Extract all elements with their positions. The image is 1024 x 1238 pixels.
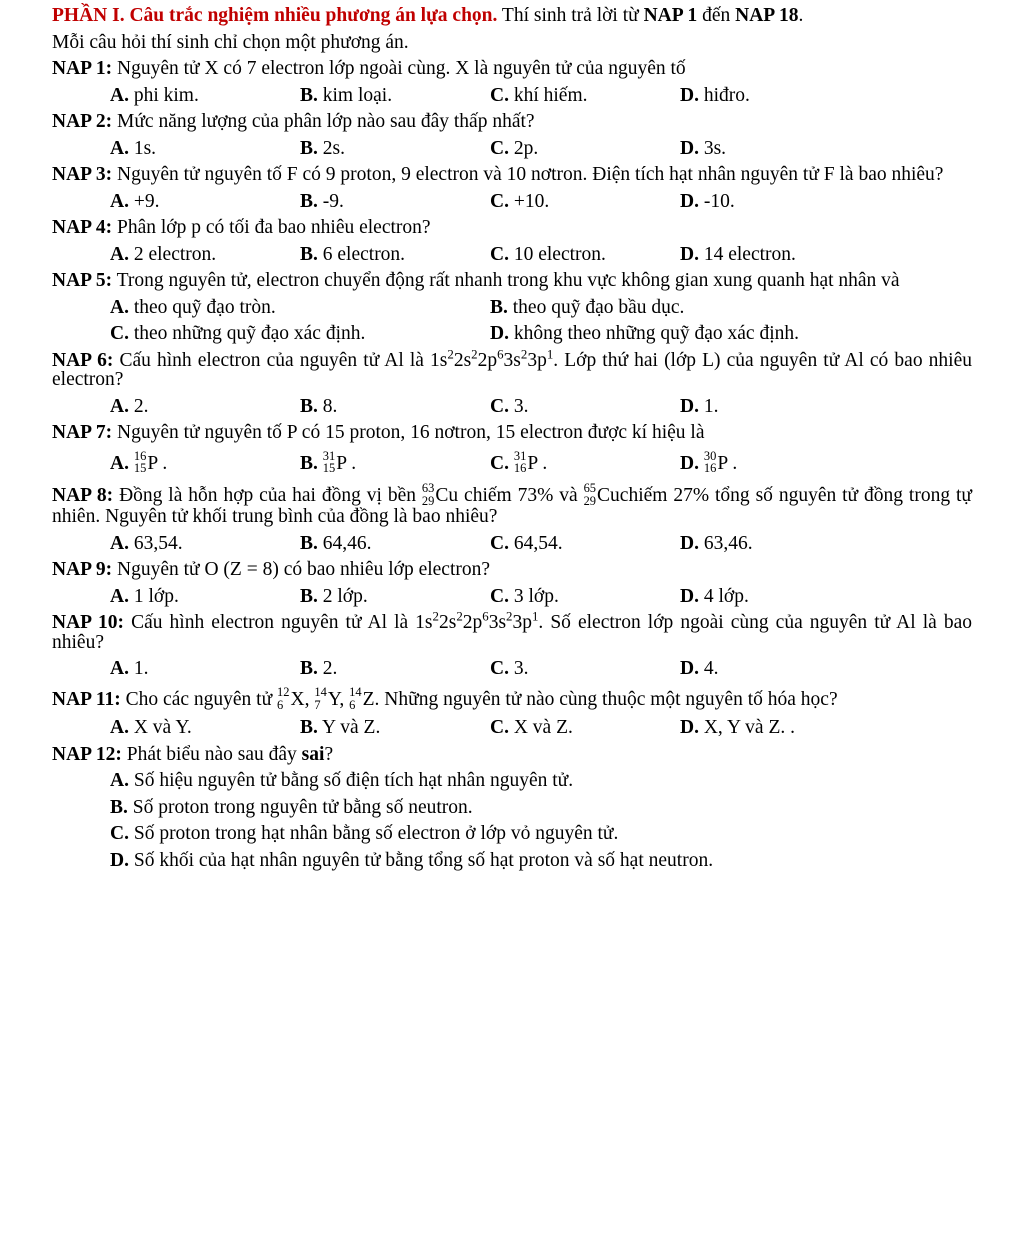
option-8a-letter: A.: [110, 532, 129, 554]
option-4a-letter: A.: [110, 243, 129, 265]
option-12c-text: Số proton trong hạt nhân bằng số electron ở lớp vỏ nguyên tử.: [128, 823, 619, 845]
option-1b-text: kim loại.: [317, 84, 393, 106]
question-4: [52, 218, 972, 238]
question-7: [52, 423, 972, 443]
q10-m3: 3s: [488, 612, 507, 634]
option-4b[interactable]: [300, 245, 490, 265]
question-11-label: NAP 11:: [52, 689, 121, 711]
question-6-options: [52, 397, 972, 417]
q6-m3: 3s: [503, 349, 521, 371]
option-7b[interactable]: [300, 450, 490, 475]
part-heading: [52, 6, 972, 26]
option-10b-text: 2.: [317, 658, 338, 680]
option-12a-text: Số hiệu nguyên tử bằng số điện tích hạt nhân nguyên tử.: [128, 770, 574, 792]
q6-m1: 2s: [453, 349, 472, 371]
q8-mid2: chiếm 27% tổng số nguyên tử đồng trong tự nhiên. Nguyên tử khối trung bình của đồng là bao nhiêu?: [52, 485, 972, 528]
q10-m1: 2s: [438, 612, 457, 634]
option-7a-suffix: .: [157, 452, 168, 474]
option-2c-letter: C.: [490, 137, 509, 159]
question-5-options-row1: [52, 298, 972, 318]
isotope-7d-symbol: P: [717, 452, 728, 474]
option-11b-text: Y và Z.: [317, 717, 381, 739]
option-6c[interactable]: [490, 397, 680, 417]
isotope-7a: [134, 450, 146, 475]
question-1-label: NAP 1:: [52, 58, 113, 79]
option-4c-text: 10 electron.: [508, 243, 606, 265]
q6-sup5: 1: [546, 347, 554, 361]
option-8c-letter: C.: [490, 532, 509, 554]
q10-sup3: 6: [482, 609, 489, 624]
option-10d-letter: D.: [680, 658, 699, 680]
option-12c[interactable]: [110, 824, 972, 844]
q10-sup5: 1: [531, 609, 539, 624]
q6-sup2: 2: [471, 347, 478, 361]
isotope-7a-atomic: 15: [133, 461, 147, 476]
question-2-text: Mức năng lượng của phân lớp nào sau đây thấp nhất?: [112, 111, 535, 132]
option-6a-letter: A.: [110, 395, 129, 417]
option-9b-letter: B.: [300, 585, 318, 607]
option-12a-letter: A.: [110, 770, 129, 792]
option-7d-suffix: .: [727, 452, 738, 474]
option-9a[interactable]: [110, 587, 300, 607]
isotope-q11-3-mass: 14: [349, 684, 362, 699]
question-12: [52, 745, 972, 765]
option-8b[interactable]: [300, 534, 490, 554]
option-12b[interactable]: [110, 798, 972, 818]
q11-post: . Những nguyên tử nào cùng thuộc một nguyên tố hóa học?: [374, 689, 838, 711]
question-9-options: [52, 587, 972, 607]
option-9c-letter: C.: [490, 585, 509, 607]
option-9d-text: 4 lớp.: [698, 585, 749, 607]
option-1c-text: khí hiếm.: [508, 84, 588, 106]
option-7b-letter: B.: [300, 452, 318, 474]
question-5-options-row2: [52, 324, 972, 344]
option-2d-letter: D.: [680, 137, 699, 159]
isotope-q11-1-atomic: 6: [277, 697, 284, 712]
option-6c-text: 3.: [508, 395, 529, 417]
option-10a[interactable]: [110, 659, 300, 679]
isotope-q11-3-symbol: Z: [362, 689, 375, 711]
option-11d[interactable]: [680, 718, 870, 738]
option-11a-letter: A.: [110, 717, 129, 739]
option-6b[interactable]: [300, 397, 490, 417]
option-12d-letter: D.: [110, 849, 129, 871]
question-1-text: Nguyên tử X có 7 electron lớp ngoài cùng. X là nguyên tử của nguyên tố: [112, 58, 686, 79]
isotope-q8-2-mass: 65: [583, 480, 597, 495]
option-5a-text: theo quỹ đạo tròn.: [128, 296, 276, 318]
isotope-q11-1-mass: 12: [277, 684, 290, 699]
question-11-options: [52, 718, 972, 738]
q10-m2: 2p: [462, 612, 483, 634]
option-11a-text: X và Y.: [128, 717, 192, 739]
option-5a-letter: A.: [110, 296, 129, 318]
option-3d-letter: D.: [680, 190, 699, 212]
option-10b-letter: B.: [300, 658, 318, 680]
q6-m4: 3p: [527, 349, 547, 371]
option-11a[interactable]: [110, 718, 300, 738]
question-1-options: [52, 86, 972, 106]
question-5: [52, 271, 972, 291]
option-10a-letter: A.: [110, 658, 129, 680]
option-10d[interactable]: [680, 659, 870, 679]
option-12d-text: Số khối của hạt nhân nguyên tử bằng tổng số hạt proton và số hạt neutron.: [128, 849, 714, 871]
q12-bold: sai: [301, 743, 325, 765]
option-7a[interactable]: [110, 450, 300, 475]
option-2c-text: 2p.: [508, 137, 539, 159]
isotope-7d: [704, 450, 716, 475]
option-5c-letter: C.: [110, 323, 129, 344]
option-4b-letter: B.: [300, 243, 318, 265]
part-label: PHẦN I. Câu trắc nghiệm nhiều phương án lựa chọn.: [52, 5, 498, 26]
question-4-label: NAP 4:: [52, 217, 113, 238]
isotope-7b: [323, 450, 335, 475]
question-3-text: Nguyên tử nguyên tố F có 9 proton, 9 electron và 10 nơtron. Điện tích hạt nhân nguyên tử F là bao nhiêu?: [112, 164, 944, 185]
q6-sup3: 6: [497, 347, 504, 361]
option-3a-text: +9.: [128, 190, 160, 212]
option-11c-text: X và Z.: [508, 717, 573, 739]
option-2b-text: 2s.: [317, 137, 345, 159]
option-10a-text: 1.: [128, 658, 149, 680]
question-10-options: [52, 659, 972, 679]
option-12d[interactable]: [110, 851, 972, 871]
part-text-1: Thí sinh trả lời từ: [497, 5, 644, 26]
option-1c-letter: C.: [490, 84, 509, 106]
isotope-7c: [514, 450, 526, 475]
option-8c-text: 64,54.: [508, 532, 563, 554]
question-4-options: [52, 245, 972, 265]
isotope-q11-1: [277, 686, 289, 711]
isotope-q11-3-atomic: 6: [349, 697, 356, 712]
question-3-label: NAP 3:: [52, 164, 113, 185]
isotope-7d-atomic: 16: [703, 461, 717, 476]
q6-m2: 2p: [477, 349, 498, 371]
question-7-text: Nguyên tử nguyên tố P có 15 proton, 16 nơtron, 15 electron được kí hiệu là: [112, 422, 705, 443]
option-9c-text: 3 lớp.: [508, 585, 559, 607]
question-5-text: Trong nguyên tử, electron chuyển động rất nhanh trong khu vực không gian xung quanh hạt nhân và: [112, 270, 900, 291]
option-1a-letter: A.: [110, 84, 129, 106]
option-7c-suffix: .: [537, 452, 548, 474]
isotope-7c-symbol: P: [527, 452, 538, 474]
option-2b[interactable]: [300, 139, 490, 159]
option-5a[interactable]: [110, 298, 490, 318]
question-1: [52, 59, 972, 79]
range-from: NAP 1: [643, 5, 698, 26]
option-10c[interactable]: [490, 659, 680, 679]
option-2d[interactable]: [680, 139, 870, 159]
option-4d-letter: D.: [680, 243, 699, 265]
isotope-7b-mass: 31: [322, 448, 336, 463]
q6-post: . Lớp thứ hai (lớp L) của nguyên tử Al có bao nhiêu electron?: [52, 349, 972, 390]
option-12c-letter: C.: [110, 823, 129, 845]
question-12-label: NAP 12:: [52, 743, 122, 765]
option-7d[interactable]: [680, 450, 870, 475]
q8-pre: Đồng là hỗn hợp của hai đồng vị bền: [113, 485, 422, 507]
option-1a-text: phi kim.: [128, 84, 199, 106]
option-7b-suffix: .: [346, 452, 357, 474]
option-2a-text: 1s.: [128, 137, 157, 159]
option-5c[interactable]: [110, 324, 490, 344]
question-7-options: [52, 450, 972, 475]
option-4c[interactable]: [490, 245, 680, 265]
question-3-options: [52, 192, 972, 212]
option-4b-text: 6 electron.: [317, 243, 406, 265]
option-9a-text: 1 lớp.: [128, 585, 179, 607]
isotope-7a-mass: 16: [133, 448, 147, 463]
option-12b-letter: B.: [110, 796, 128, 818]
q11-sep2: ,: [339, 689, 350, 711]
isotope-q8-1-atomic: 29: [421, 493, 435, 508]
q10-sup1: 2: [432, 609, 439, 624]
option-3b[interactable]: [300, 192, 490, 212]
question-5-label: NAP 5:: [52, 270, 113, 291]
option-4d[interactable]: [680, 245, 870, 265]
option-7d-letter: D.: [680, 452, 699, 474]
option-1d[interactable]: [680, 86, 870, 106]
q11-pre: Cho các nguyên tử: [120, 689, 278, 711]
option-10b[interactable]: [300, 659, 490, 679]
option-9c[interactable]: [490, 587, 680, 607]
option-2b-letter: B.: [300, 137, 318, 159]
question-7-label: NAP 7:: [52, 422, 113, 443]
q6-sup4: 2: [520, 347, 528, 361]
option-5d-letter: D.: [490, 323, 509, 344]
isotope-7d-mass: 30: [703, 448, 717, 463]
option-12b-text: Số proton trong nguyên tử bằng số neutron.: [127, 796, 473, 818]
question-2: [52, 112, 972, 132]
option-9d-letter: D.: [680, 585, 699, 607]
option-5b-letter: B.: [490, 296, 508, 318]
isotope-q11-2-symbol: Y: [327, 689, 340, 711]
option-1d-letter: D.: [680, 84, 699, 106]
option-9d[interactable]: [680, 587, 870, 607]
option-3b-text: -9.: [317, 190, 344, 212]
isotope-q8-2: [584, 482, 596, 507]
option-1c[interactable]: [490, 86, 680, 106]
option-8a-text: 63,54.: [128, 532, 183, 554]
option-8d[interactable]: [680, 534, 870, 554]
option-2a-letter: A.: [110, 137, 129, 159]
option-1d-text: hiđro.: [698, 84, 750, 106]
option-7a-letter: A.: [110, 452, 129, 474]
option-11d-text: X, Y và Z. .: [698, 717, 796, 739]
q10-sup4: 2: [506, 609, 513, 624]
option-8b-letter: B.: [300, 532, 318, 554]
option-8d-text: 63,46.: [698, 532, 753, 554]
option-4d-text: 14 electron.: [698, 243, 796, 265]
option-8b-text: 64,46.: [317, 532, 372, 554]
q10-m4: 3p: [512, 612, 532, 634]
isotope-q8-1-symbol: Cu: [435, 485, 459, 507]
question-4-text: Phân lớp p có tối đa bao nhiêu electron?: [112, 217, 431, 238]
option-6d[interactable]: [680, 397, 870, 417]
part-text-2: đến: [697, 5, 736, 26]
option-8a[interactable]: [110, 534, 300, 554]
option-8c[interactable]: [490, 534, 680, 554]
q10-pre: Cấu hình electron nguyên tử Al là 1s: [124, 612, 433, 634]
option-10c-text: 3.: [508, 658, 529, 680]
isotope-q8-1-mass: 63: [421, 480, 435, 495]
q8-mid1: chiếm 73% và: [458, 485, 584, 507]
option-3c[interactable]: [490, 192, 680, 212]
q12-post: ?: [324, 743, 334, 765]
isotope-q8-2-symbol: Cu: [597, 485, 620, 507]
isotope-q11-2-mass: 14: [314, 684, 327, 699]
option-8d-letter: D.: [680, 532, 699, 554]
option-4a[interactable]: [110, 245, 300, 265]
option-6b-text: 8.: [317, 395, 338, 417]
isotope-q8-2-atomic: 29: [583, 493, 597, 508]
isotope-7b-symbol: P: [336, 452, 347, 474]
option-7c[interactable]: [490, 450, 680, 475]
q10-sup2: 2: [456, 609, 463, 624]
question-12-options: [52, 771, 972, 870]
q12-pre: Phát biểu nào sau đây: [121, 743, 302, 765]
range-to: NAP 18: [735, 5, 799, 26]
question-11: [52, 686, 972, 711]
question-6-label: NAP 6:: [52, 349, 114, 371]
question-2-label: NAP 2:: [52, 111, 113, 132]
option-6a-text: 2.: [128, 395, 149, 417]
option-6b-letter: B.: [300, 395, 318, 417]
part-text-3: .: [798, 5, 804, 26]
question-10: [52, 609, 972, 653]
option-7c-letter: C.: [490, 452, 509, 474]
option-1a[interactable]: [110, 86, 300, 106]
isotope-q11-2-atomic: 7: [314, 697, 321, 712]
question-9-label: NAP 9:: [52, 559, 113, 581]
option-5d[interactable]: [490, 324, 870, 344]
option-10d-text: 4.: [698, 658, 719, 680]
question-3: [52, 165, 972, 185]
instruction-line: Mỗi câu hỏi thí sinh chỉ chọn một phương án.: [52, 31, 409, 53]
option-9a-letter: A.: [110, 585, 129, 607]
option-11c[interactable]: [490, 718, 680, 738]
question-10-label: NAP 10:: [52, 612, 125, 634]
question-6: [52, 347, 972, 390]
option-3b-letter: B.: [300, 190, 318, 212]
option-4a-text: 2 electron.: [128, 243, 217, 265]
question-8-options: [52, 534, 972, 554]
question-6-text-pre: Cấu hình electron của nguyên tử Al là 1s: [113, 349, 448, 371]
option-12a[interactable]: [110, 771, 972, 791]
option-3a-letter: A.: [110, 190, 129, 212]
option-10c-letter: C.: [490, 658, 509, 680]
option-5b[interactable]: [490, 298, 870, 318]
option-1b[interactable]: [300, 86, 490, 106]
option-2a[interactable]: [110, 139, 300, 159]
option-5c-text: theo những quỹ đạo xác định.: [128, 323, 366, 344]
option-2c[interactable]: [490, 139, 680, 159]
question-8-label: NAP 8:: [52, 485, 114, 507]
option-3c-letter: C.: [490, 190, 509, 212]
option-1b-letter: B.: [300, 84, 318, 106]
option-11b[interactable]: [300, 718, 490, 738]
isotope-q11-2: [314, 686, 326, 711]
option-3d-text: -10.: [698, 190, 735, 212]
option-6d-text: 1.: [698, 395, 719, 417]
option-9b-text: 2 lớp.: [317, 585, 368, 607]
isotope-7c-mass: 31: [513, 448, 527, 463]
q10-post: . Số electron lớp ngoài cùng của nguyên tử Al là bao nhiêu?: [52, 612, 972, 653]
option-3a[interactable]: [110, 192, 300, 212]
isotope-7c-atomic: 16: [513, 461, 527, 476]
option-6a[interactable]: [110, 397, 300, 417]
option-6c-letter: C.: [490, 395, 509, 417]
question-9-text: Nguyên tử O (Z = 8) có bao nhiêu lớp electron?: [112, 559, 491, 581]
isotope-7a-symbol: P: [147, 452, 158, 474]
question-2-options: [52, 139, 972, 159]
isotope-q11-3: [349, 686, 361, 711]
option-6d-letter: D.: [680, 395, 699, 417]
q11-sep1: ,: [304, 689, 315, 711]
option-5d-text: không theo những quỹ đạo xác định.: [508, 323, 799, 344]
option-11b-letter: B.: [300, 717, 318, 739]
option-2d-text: 3s.: [698, 137, 727, 159]
option-3d[interactable]: [680, 192, 870, 212]
option-5b-text: theo quỹ đạo bầu dục.: [507, 296, 685, 318]
isotope-7b-atomic: 15: [322, 461, 336, 476]
option-9b[interactable]: [300, 587, 490, 607]
option-4c-letter: C.: [490, 243, 509, 265]
question-9: [52, 560, 972, 580]
option-3c-text: +10.: [508, 190, 550, 212]
option-11c-letter: C.: [490, 717, 509, 739]
option-11d-letter: D.: [680, 717, 699, 739]
isotope-q8-1: [422, 482, 434, 507]
question-8: [52, 482, 972, 527]
isotope-q11-1-symbol: X: [290, 689, 305, 711]
q6-sup1: 2: [447, 347, 454, 361]
